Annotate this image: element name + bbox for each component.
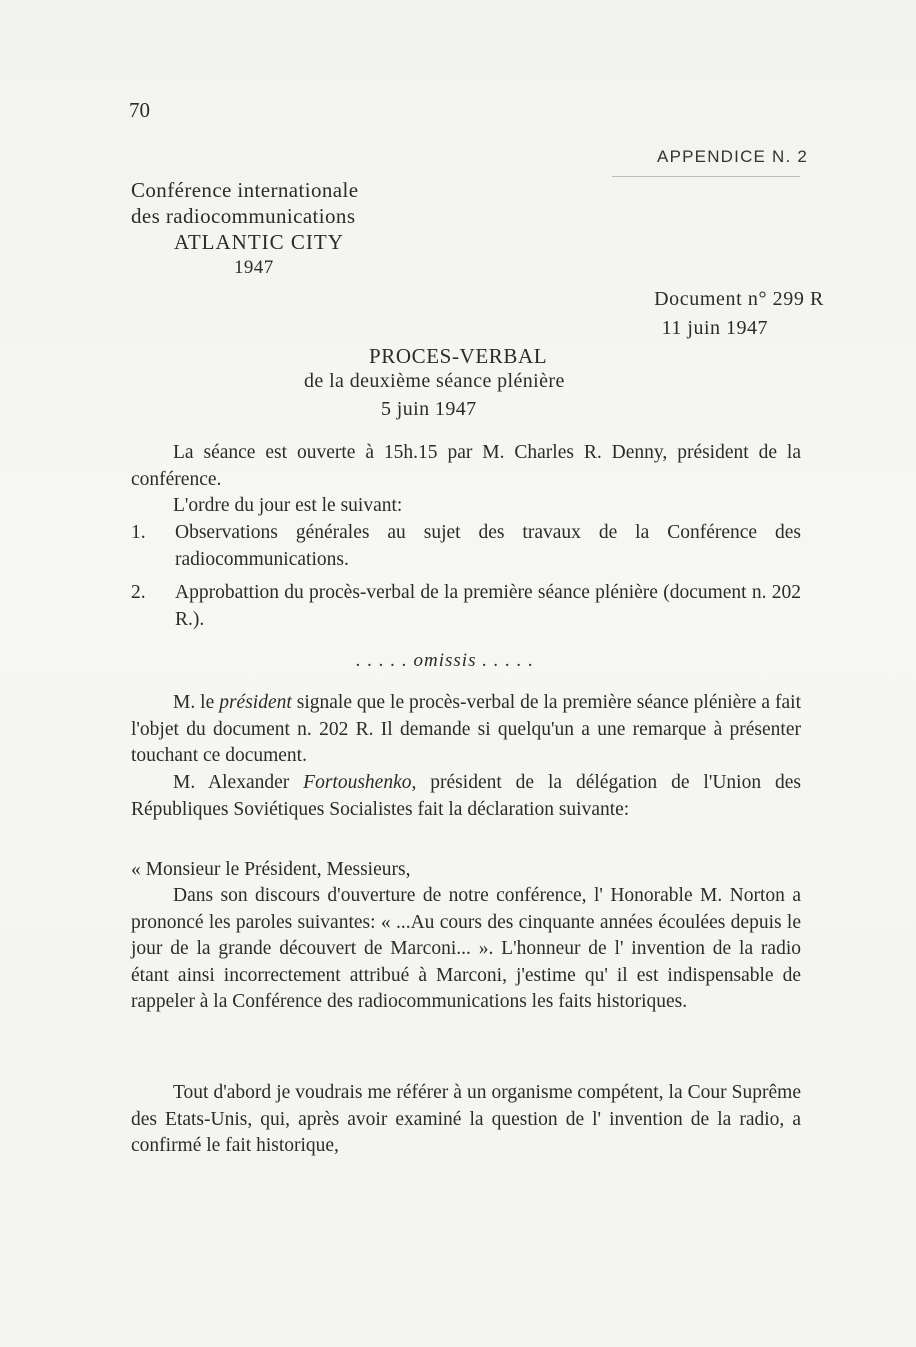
president-text: signale que le procès-verbal de la première séance plénière a fait l'objet du document n. 202 R. Il demande si quelqu'un a une remarque à présenter touchant ce document. <box>131 692 801 766</box>
salutation: « Monsieur le Président, Messieurs, <box>131 859 411 880</box>
delegate-name: Fortoushenko, <box>303 772 417 793</box>
agenda-item-number: 2. <box>131 582 146 603</box>
page-number: 70 <box>129 98 150 122</box>
session-subtitle: de la deuxième séance plénière <box>304 370 565 392</box>
opening-paragraph: La séance est ouverte à 15h.15 par M. Charles R. Denny, président de la conférence. <box>131 442 801 490</box>
conference-name: Conférence internationale <box>131 178 359 202</box>
speech-paragraph: Dans son discours d'ouverture de notre conférence, l' Honorable M. Norton a prononcé les paroles suivantes: « ...Au cours des cinquante années écoulées depuis le jour de la grande découvert de Marconi... ». L'honneur de l' invention de la radio étant ainsi incorrectement attribué à Marconi, j'estime qu' il est indispensable de rappeler à la Conférence des radiocommunications les faits historiques. <box>131 885 801 1012</box>
page-title: PROCES-VERBAL <box>369 344 548 368</box>
appendix-label: APPENDICE N. 2 <box>657 147 808 166</box>
delegate-prefix: M. Alexander <box>173 772 304 793</box>
document-date: 11 juin 1947 <box>661 317 768 339</box>
omissis-marker: . . . . . omissis . . . . . <box>356 650 534 671</box>
delegate-paragraph <box>131 770 801 823</box>
agenda-item <box>131 580 801 633</box>
speech-paragraph: Tout d'abord je voudrais me référer à un organisme compétent, la Cour Suprême des Etats-Unis, qui, après avoir examiné la question de l' invention de la radio, a confirmé le fait historique, <box>131 1082 801 1156</box>
agenda-item <box>131 520 801 573</box>
agenda-item-number: 1. <box>131 522 146 543</box>
president-name: président <box>219 692 292 713</box>
session-date: 5 juin 1947 <box>381 398 477 420</box>
agenda-item-text: Approbattion du procès-verbal de la première séance plénière (document n. 202 R.). <box>175 582 801 630</box>
conference-subject: des radiocommunications <box>131 204 356 228</box>
agenda-item-text: Observations générales au sujet des travaux de la Conférence des radiocommunications. <box>175 522 801 570</box>
agenda-intro: L'ordre du jour est le suivant: <box>173 495 403 516</box>
document-reference: Document n° 299 R <box>654 288 824 310</box>
conference-city: ATLANTIC CITY <box>174 230 344 254</box>
president-paragraph <box>131 690 801 770</box>
delegate-text: président de la délégation de l'Union des Républiques Soviétiques Socialistes fait la déclaration suivante: <box>131 772 801 820</box>
conference-year: 1947 <box>234 257 274 278</box>
appendix-underline <box>612 176 800 177</box>
president-prefix: M. le <box>173 692 220 713</box>
